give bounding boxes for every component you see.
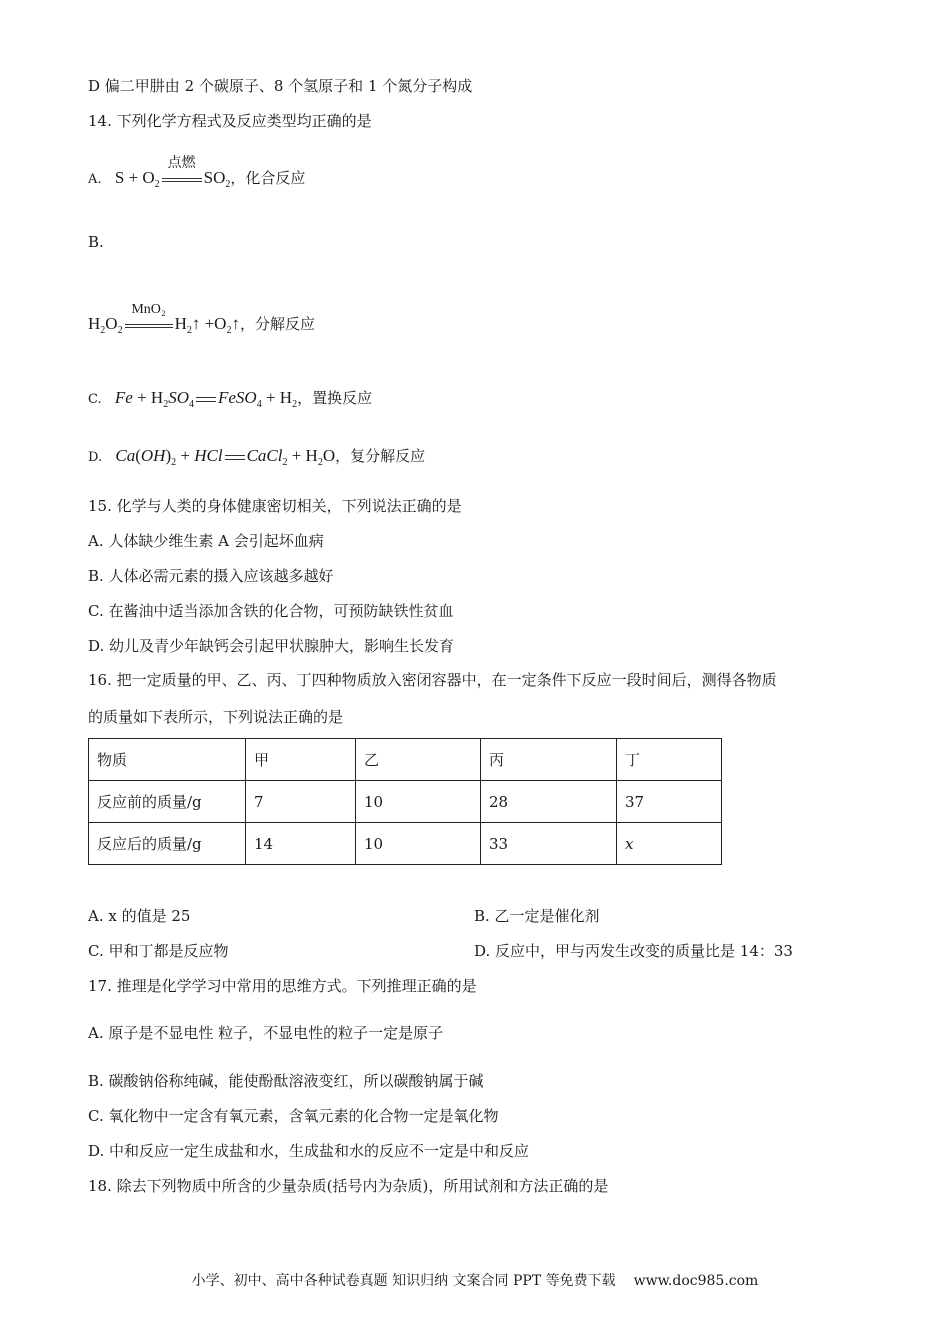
q14-stem: 14. 下列化学方程式及反应类型均正确的是 <box>88 112 372 130</box>
q14-a-label: A. <box>88 172 102 187</box>
q14-c-equation: $Fe + H_2SO_4$ FeSO$_4$ + $H_2$ <box>114 388 298 410</box>
table-cell: 10 <box>356 823 481 865</box>
q16-option-d: D. 反应中，甲与丙发生改变的质量比是 14：33 <box>474 942 793 960</box>
q14-b-equation: $H_2O_2$ MnO₂ $H_2↑$ $+O_2↑$ <box>88 302 240 336</box>
q14-b-condition: MnO₂ <box>131 302 166 318</box>
q17-option-d: D. 中和反应一定生成盐和水，生成盐和水的反应不一定是中和反应 <box>88 1142 530 1160</box>
q14-a-type: ，化合反应 <box>230 169 306 187</box>
q15-option-b: B. 人体必需元素的摄入应该越多越好 <box>88 567 334 585</box>
q13-option-d: D 偏二甲肼由 2 个碳原子、8 个氢原子和 1 个氮分子构成 <box>88 77 473 95</box>
q16-option-c: C. 甲和丁都是反应物 <box>88 942 229 960</box>
q16-option-a: A. x 的值是 25 <box>88 907 191 925</box>
table-row <box>89 781 722 823</box>
q17-option-c: C. 氧化物中一定含有氧元素，含氧元素的化合物一定是氧化物 <box>88 1107 499 1125</box>
page-footer <box>0 1270 950 1290</box>
q14-d-label: D. <box>88 450 103 465</box>
q18-stem: 18. 除去下列物质中所含的少量杂质(括号内为杂质)，所用试剂和方法正确的是 <box>88 1177 609 1195</box>
q15-option-d: D. 幼儿及青少年缺钙会引起甲状腺肿大，影响生长发育 <box>88 637 455 655</box>
table-cell: 反应前的质量/g <box>89 781 246 823</box>
footer-url[interactable]: www.doc985.com <box>633 1273 759 1289</box>
table-cell: 28 <box>481 781 617 823</box>
table-cell: 33 <box>481 823 617 865</box>
q16-stem-line2: 的质量如下表所示，下列说法正确的是 <box>88 708 344 726</box>
q14-option-c <box>88 388 372 415</box>
table-header-row <box>89 739 722 781</box>
footer-text: 小学、初中、高中各种试卷真题 知识归纳 文案合同 PPT 等免费下载 <box>191 1273 616 1289</box>
q17-option-b: B. 碳酸钠俗称纯碱，能使酚酞溶液变红，所以碳酸钠属于碱 <box>88 1072 484 1090</box>
table-cell: 甲 <box>246 739 356 781</box>
table-cell: x <box>617 823 722 865</box>
table-cell: 物质 <box>89 739 246 781</box>
q16-stem-line1: 16. 把一定质量的甲、乙、丙、丁四种物质放入密闭容器中，在一定条件下反应一段时间后，测得各物质 <box>88 671 777 689</box>
q16-option-b: B. 乙一定是催化剂 <box>474 907 600 925</box>
q14-option-b <box>88 302 315 341</box>
q14-d-type: ，复分解反应 <box>335 447 426 465</box>
q14-c-type: ，置换反应 <box>297 389 373 407</box>
table-cell: 丁 <box>617 739 722 781</box>
q14-option-d <box>88 446 425 473</box>
table-cell: 10 <box>356 781 481 823</box>
table-cell: 7 <box>246 781 356 823</box>
q17-option-a: A. 原子是不显电性 粒子，不显电性的粒子一定是原子 <box>88 1024 444 1042</box>
table-cell: 14 <box>246 823 356 865</box>
mass-table <box>88 738 722 865</box>
table-cell: 乙 <box>356 739 481 781</box>
q14-option-b-label: B. <box>88 233 104 251</box>
q15-stem: 15. 化学与人类的身体健康密切相关，下列说法正确的是 <box>88 497 462 515</box>
q14-option-a <box>88 156 306 195</box>
q14-a-condition: 点燃 <box>167 156 196 172</box>
table-cell: 丙 <box>481 739 617 781</box>
q15-option-c: C. 在酱油中适当添加含铁的化合物，可预防缺铁性贫血 <box>88 602 454 620</box>
q14-c-label: C. <box>88 392 102 407</box>
q14-b-type: ，分解反应 <box>239 315 315 333</box>
q15-option-a: A. 人体缺少维生素 A 会引起坏血病 <box>88 532 324 550</box>
table-cell: 反应后的质量/g <box>89 823 246 865</box>
table-cell: 37 <box>617 781 722 823</box>
q14-d-equation: $Ca(OH)_2$ + HCl CaCl$_2$ + $H_2O$ <box>115 446 336 468</box>
q14-a-equation: $S + O_2$ 点燃 $SO_2$ <box>106 156 231 190</box>
q17-stem: 17. 推理是化学学习中常用的思维方式。下列推理正确的是 <box>88 977 477 995</box>
table-row <box>89 823 722 865</box>
